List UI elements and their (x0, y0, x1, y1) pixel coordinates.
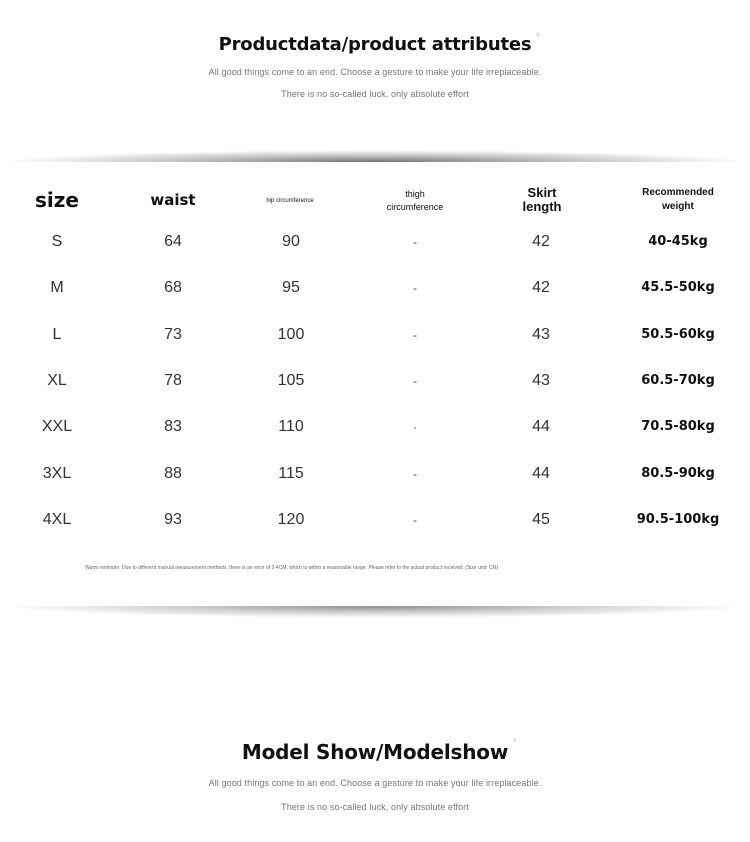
measurement-note: Warm reminder: Due to different manual measurement methods, there is an error of 2-4CM, which is within a reasonable range. Please refer to the actual product received. (Size unit: CM) (85, 565, 499, 571)
cell-weight: 60.5-70kg (641, 372, 715, 388)
cell-hip: 95 (282, 279, 300, 297)
size-chart-panel (0, 162, 750, 606)
product-attributes-header (0, 30, 750, 99)
cell-thigh: - (413, 512, 417, 527)
cell-weight: 80.5-90kg (641, 465, 715, 481)
cell-size: 3XL (42, 464, 72, 482)
chevron-right-icon: › (512, 736, 517, 746)
header-thigh-line-2: circumference (386, 202, 444, 212)
cell-hip: 105 (277, 371, 305, 389)
header-skirt-length (492, 170, 592, 230)
cell-thigh: - (413, 466, 417, 481)
cell-skirt: 44 (532, 418, 550, 436)
cell-weight: 90.5-100kg (636, 511, 720, 527)
cell-weight: 40-45kg (648, 234, 708, 249)
header-thigh-line-1: thigh (405, 189, 425, 199)
cell-thigh: - (413, 327, 417, 342)
chevron-right-icon: › (535, 30, 540, 40)
section-subtitle-line-1: All good things come to an end. Choose a gesture to make your life irreplaceable. (208, 67, 542, 77)
cell-skirt: 45 (532, 510, 550, 528)
cell-waist: 64 (164, 233, 182, 250)
cell-waist: 83 (164, 418, 182, 436)
header-waist: waist (150, 191, 196, 209)
cell-size: XL (47, 371, 67, 389)
header-recommended-weight (618, 170, 738, 230)
cell-size: XXL (41, 418, 73, 436)
cell-skirt: 43 (532, 371, 550, 389)
section-subtitle-line-2: There is no so-called luck, only absolute effort (281, 89, 469, 99)
header-skirt-line-1: Skirt (527, 185, 557, 200)
header-weight-line-2: weight (662, 201, 694, 212)
header-weight-line-1: Recommended (642, 187, 714, 198)
cell-weight: 45.5-50kg (641, 280, 715, 296)
cell-thigh: · (413, 420, 417, 435)
cell-size: M (50, 279, 64, 297)
cell-hip: 115 (278, 464, 304, 482)
cell-thigh: - (413, 281, 417, 296)
section-subtitle-line-1: All good things come to an end. Choose a gesture to make your life irreplaceable. (208, 778, 542, 788)
cell-size: 4XL (42, 510, 72, 528)
cell-skirt: 44 (532, 464, 550, 482)
cell-size: S (51, 233, 63, 250)
cell-thigh: - (413, 373, 417, 388)
cell-skirt: 43 (532, 325, 550, 343)
cell-waist: 68 (164, 279, 182, 297)
cell-waist: 78 (164, 371, 182, 389)
cell-weight: 70.5-80kg (641, 419, 715, 435)
cell-waist: 88 (164, 464, 182, 482)
cell-hip: 100 (277, 325, 305, 343)
section-title: Model Show/Modelshow (241, 740, 509, 764)
panel-bottom-shadow (0, 606, 750, 618)
model-show-header (0, 736, 750, 812)
section-subtitle-line-2: There is no so-called luck, only absolute effort (281, 802, 469, 812)
cell-hip: 120 (277, 510, 305, 528)
cell-hip: 110 (278, 418, 304, 436)
header-thigh-circumference (365, 171, 465, 231)
header-hip-circumference: hip circumference (266, 198, 314, 204)
panel-top-shadow (0, 150, 750, 162)
cell-waist: 73 (164, 325, 182, 343)
header-size: size (35, 188, 79, 212)
cell-size: L (52, 325, 62, 343)
cell-hip: 90 (282, 233, 300, 250)
cell-waist: 93 (164, 510, 182, 528)
cell-skirt: 42 (532, 279, 550, 297)
header-skirt-line-2: length (522, 199, 562, 214)
cell-thigh: - (413, 235, 417, 249)
cell-skirt: 42 (532, 233, 550, 250)
cell-weight: 50.5-60kg (641, 326, 715, 342)
section-title: Productdata/product attributes (218, 34, 532, 55)
